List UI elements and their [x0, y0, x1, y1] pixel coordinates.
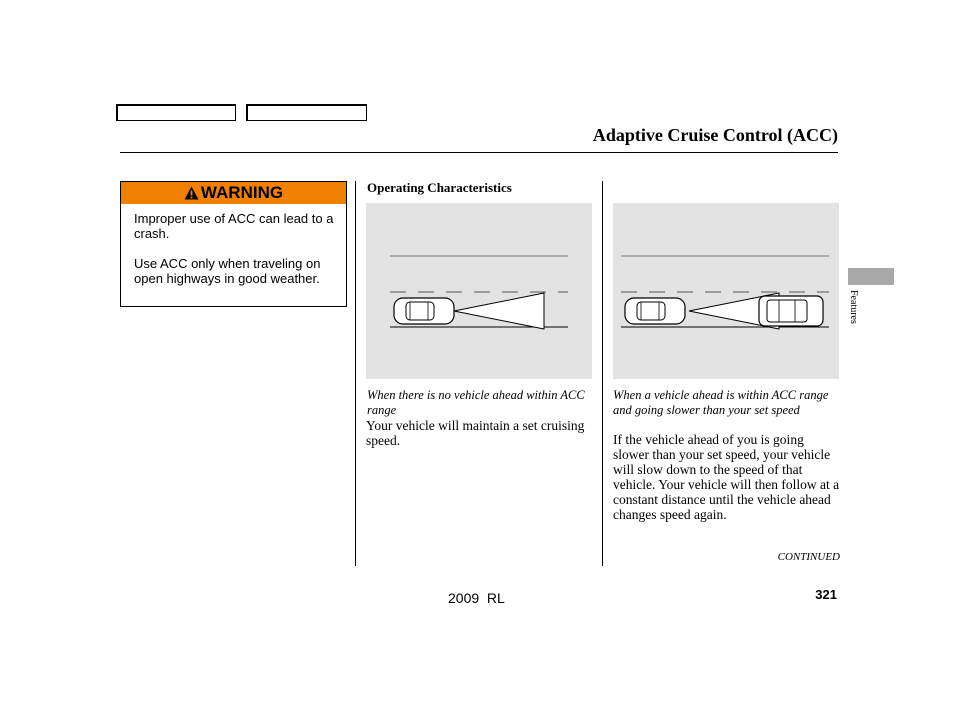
vehicle-ahead-icon: [759, 296, 823, 326]
road-diagram: [366, 203, 592, 379]
page-number: 321: [815, 587, 837, 602]
road-diagram: [613, 203, 839, 379]
body-text: Your vehicle will maintain a set cruising speed.: [366, 418, 585, 448]
model-label: 2009 RL: [448, 590, 505, 606]
continued-label: CONTINUED: [777, 551, 840, 563]
own-car-icon: [394, 298, 454, 324]
warning-label: WARNING: [200, 183, 284, 202]
own-car-icon: [625, 298, 685, 324]
figure-caption: When a vehicle ahead is within ACC range and going slower than your set speed: [613, 388, 829, 417]
body-text: If the vehicle ahead of you is going slower than your set speed, your vehicle will slow down to the speed of that vehicle. Your vehicle will then follow at a constant distance until the vehicle ahead changes speed again.: [613, 432, 840, 522]
nav-button-table-of-contents[interactable]: [246, 104, 367, 121]
warning-paragraph: Use ACC only when traveling on open highways in good weather.: [134, 256, 321, 286]
section-heading: Operating Characteristics: [367, 180, 512, 195]
warning-paragraph: Improper use of ACC can lead to a crash.: [134, 211, 334, 241]
illustration-vehicle-ahead: [613, 203, 839, 379]
header-rule: [120, 152, 838, 153]
illustration-no-vehicle-ahead: [366, 203, 592, 379]
section-tab-marker[interactable]: [848, 268, 894, 285]
warning-box: [120, 181, 347, 307]
warning-triangle-icon: [184, 186, 199, 200]
section-tab-label: Features: [848, 290, 859, 324]
figure-caption: When there is no vehicle ahead within ACC range: [367, 388, 585, 417]
column-divider-right: [602, 181, 603, 566]
page-title: Adaptive Cruise Control (ACC): [592, 125, 838, 145]
column-divider-left: [355, 181, 356, 566]
warning-header: [121, 182, 346, 204]
nav-button-main-menu[interactable]: [116, 104, 236, 121]
